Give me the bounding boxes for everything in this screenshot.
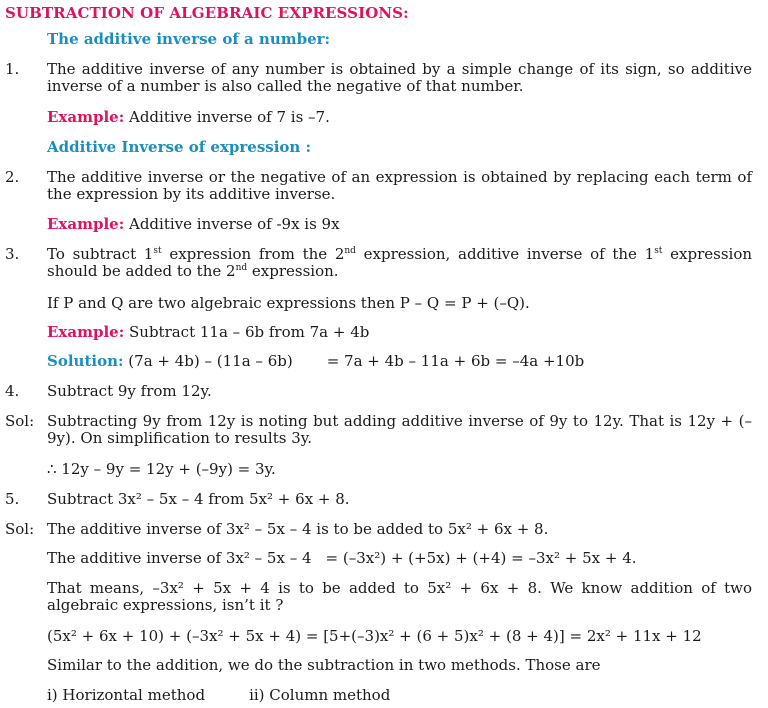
method-horizontal: i) Horizontal method <box>47 686 206 704</box>
item-number-5: 5. <box>5 490 20 508</box>
sol-line2-right: = (–3x²) + (+5x) + (+4) = –3x² + 5x + 4. <box>325 549 637 567</box>
example-text: Subtract 11a – 6b from 7a + 4b <box>124 323 370 341</box>
item3-text: To subtract 1st expression from the 2nd expression, additive inverse of the 1st expression should be added to the 2nd expression. <box>47 245 753 280</box>
item5-text: Subtract 3x² – 5x – 4 from 5x² + 6x + 8. <box>47 490 350 508</box>
item5-sol-line2 <box>47 550 637 567</box>
item3-pq-line: If P and Q are two algebraic expressions then P – Q = P + (–Q). <box>47 294 530 312</box>
item5-sol-eq: (5x² + 6x + 10) + (–3x² + 5x + 4) = [5+(–3)x² + (6 + 5)x² + (8 + 4)] = 2x² + 11x + 12 <box>47 627 702 645</box>
solution-left: (7a + 4b) – (11a – 6b) <box>123 352 293 370</box>
item1-example <box>47 109 330 126</box>
example-label: Example: <box>47 108 125 126</box>
section-title: SUBTRACTION OF ALGEBRAIC EXPRESSIONS: <box>5 4 409 22</box>
item-number-2: 2. <box>5 168 20 186</box>
item3-example <box>47 324 369 341</box>
item2-text: The additive inverse or the negative of an expression is obtained by replacing each term of the expression by its additive inverse. <box>47 168 752 203</box>
item4-therefore: ∴ 12y – 9y = 12y + (–9y) = 3y. <box>47 460 276 478</box>
item-number-3: 3. <box>5 245 20 263</box>
subheading-additive-inverse-number: The additive inverse of a number: <box>47 30 331 48</box>
example-label: Example: <box>47 323 125 341</box>
example-label: Example: <box>47 215 125 233</box>
sol-line2-left: The additive inverse of 3x² – 5x – 4 <box>47 549 312 567</box>
item4-text: Subtract 9y from 12y. <box>47 382 212 400</box>
item-number-4: 4. <box>5 382 20 400</box>
item2-example <box>47 216 340 233</box>
item1-text: The additive inverse of any number is obtained by a simple change of its sign, so additive inverse of a number is also called the negative of that number. <box>47 60 752 95</box>
item-number-1: 1. <box>5 60 20 78</box>
item4-sol-text: Subtracting 9y from 12y is noting but adding additive inverse of 9y to 12y. That is 12y + (–9y). On simplification to results 3y. <box>47 412 752 447</box>
example-text: Additive inverse of 7 is –7. <box>124 108 330 126</box>
solution-right: = 7a + 4b – 11a + 6b = –4a +10b <box>326 352 585 370</box>
item5-sol-para: That means, –3x² + 5x + 4 is to be added to 5x² + 6x + 8. We know addition of two algebraic expressions, isn’t it ? <box>47 579 752 614</box>
item4-sol-label: Sol: <box>5 412 35 430</box>
method-column: ii) Column method <box>249 686 391 704</box>
item5-sol-similar: Similar to the addition, we do the subtraction in two methods. Those are <box>47 656 601 674</box>
item5-sol-line1: The additive inverse of 3x² – 5x – 4 is to be added to 5x² + 6x + 8. <box>47 520 549 538</box>
item3-solution <box>47 353 584 370</box>
item5-sol-label: Sol: <box>5 520 35 538</box>
example-text: Additive inverse of -9x is 9x <box>124 215 340 233</box>
subheading-additive-inverse-expression: Additive Inverse of expression : <box>47 138 312 156</box>
item5-methods <box>47 687 390 704</box>
solution-label: Solution: <box>47 352 124 370</box>
